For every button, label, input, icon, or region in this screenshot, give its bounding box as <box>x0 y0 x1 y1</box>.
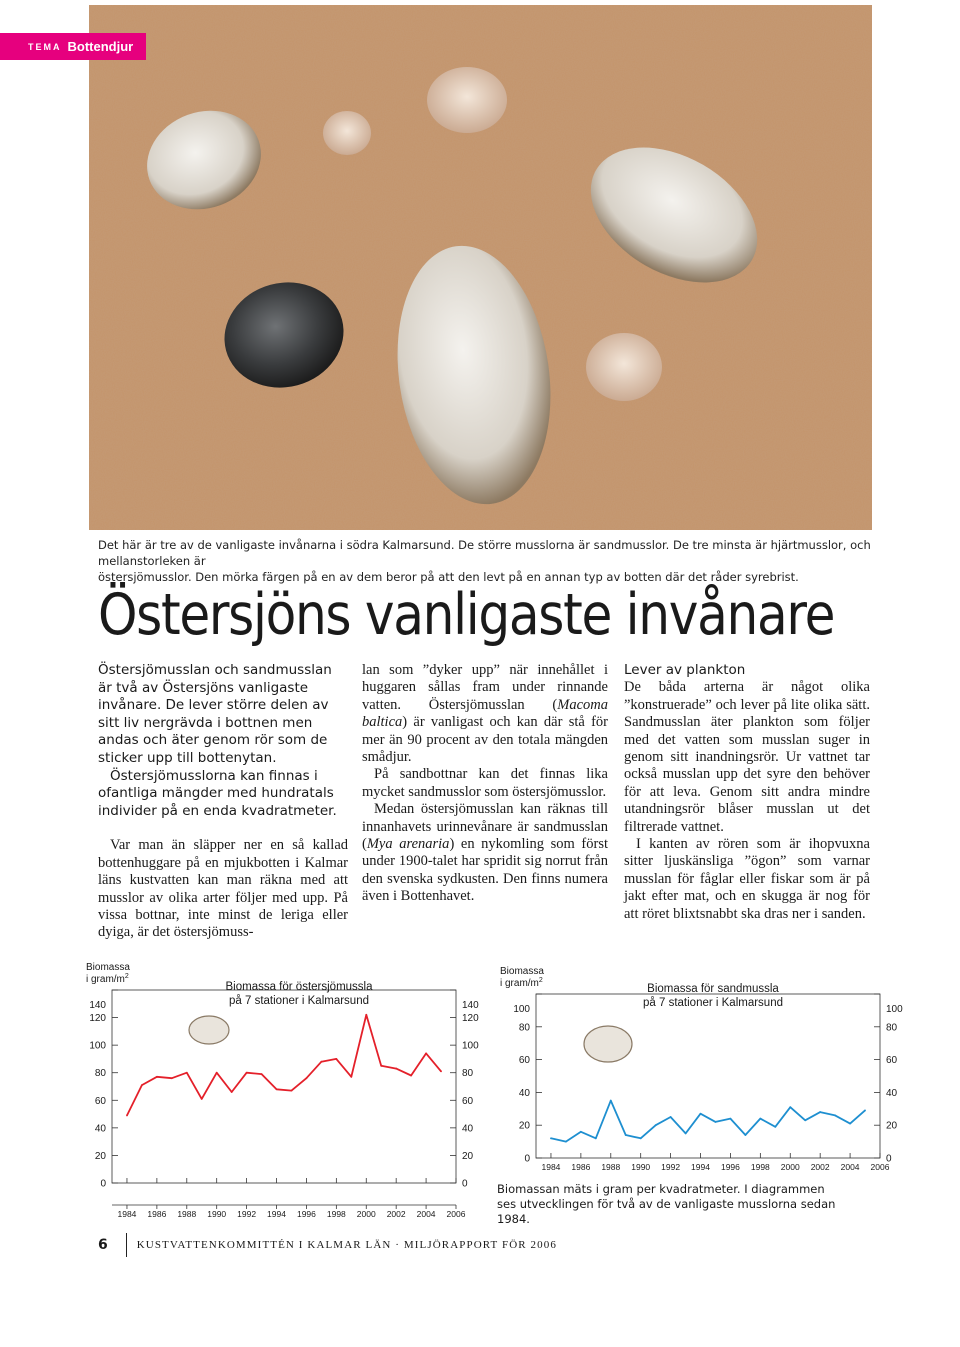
x-tick-label: 1992 <box>661 1162 681 1172</box>
text-run: ) är vanligast och kan där stå för mer än 90 procent av den totala mängden smådjur. <box>362 714 608 766</box>
headline: Östersjöns vanligaste invånare <box>98 582 835 648</box>
data-point <box>440 1070 442 1072</box>
shell-illustration <box>584 1026 632 1062</box>
data-point <box>231 1091 233 1093</box>
data-point <box>715 1121 717 1123</box>
text-run: lan som ”dyker upp” när innehållet i huggaren sållas fram under rinnande vatten. Östersjömusslan ( <box>362 662 608 713</box>
data-point <box>625 1134 627 1136</box>
data-point <box>395 1068 397 1070</box>
x-tick-label: 1994 <box>267 1209 286 1219</box>
data-point <box>700 1113 702 1115</box>
footer-text: KUSTVATTENKOMMITTÉN I KALMAR LÄN · MILJÖRAPPORT FÖR 2006 <box>136 1239 557 1251</box>
chart-svg <box>84 958 484 1228</box>
y-tick-label-right: 120 <box>462 1013 479 1025</box>
chart-title: Biomassa för sandmussla <box>647 983 779 995</box>
data-point <box>410 1075 412 1077</box>
data-point <box>216 1072 218 1074</box>
y-tick-label-right: 80 <box>462 1068 474 1080</box>
chart-svg <box>498 962 913 1177</box>
section-tag <box>0 33 146 60</box>
series-line <box>127 1015 441 1116</box>
data-point <box>141 1084 143 1086</box>
y-tick-label-right: 40 <box>886 1087 898 1099</box>
data-point <box>246 1072 248 1074</box>
data-point <box>804 1119 806 1121</box>
body-paragraph: Var man än släpper ner en så kallad bottenhuggare på en mjukbotten i Kalmar läns kustvatten kan man räkna med att musslor av olika arter följer med upp. På vissa bottnar, inte minst de leriga eller dyiga, är det östersjömuss- <box>98 837 348 941</box>
cockle-shell <box>323 111 371 155</box>
data-point <box>834 1114 836 1116</box>
x-tick-label: 2006 <box>446 1209 466 1219</box>
data-point <box>126 1115 128 1117</box>
species-name: Mya arenaria <box>366 836 450 853</box>
y-axis-label: Biomassa <box>86 962 130 973</box>
x-tick-label: 1988 <box>601 1162 621 1172</box>
body-paragraph: I kanten av rören som är ihopvuxna sitter ljuskänsliga ”ögon” som varnar musslan för fåglar eller fiskar som är på jakt efter mat, och en skugga är nog för att röret blixtsnabbt ska dras ner i sanden. <box>624 836 870 922</box>
series-line <box>551 1101 865 1142</box>
data-point <box>276 1088 278 1090</box>
cockle-shell <box>586 333 662 401</box>
y-tick-label: 20 <box>94 1150 106 1162</box>
data-point <box>335 1058 337 1060</box>
x-tick-label: 1996 <box>720 1162 740 1172</box>
x-tick-label: 1988 <box>177 1209 197 1219</box>
text-run: ) en nykomling som först under 1900-talet har spridit sig norrut från den svenska sydkusten. Den finns numera även i Bottenhavet. <box>362 836 608 905</box>
unit-superscript: 2 <box>538 977 543 984</box>
y-tick-label: 0 <box>524 1153 530 1165</box>
y-tick-label-right: 100 <box>462 1040 479 1052</box>
y-tick-label: 20 <box>518 1120 530 1132</box>
data-point <box>380 1065 382 1067</box>
y-tick-label-right: 40 <box>462 1123 474 1135</box>
chart-footnote: Biomassan mäts i gram per kvadratmeter. I diagrammen ses utvecklingen för två av de vanligaste musslorna sedan 1984. <box>497 1182 836 1226</box>
y-tick-label-right: 20 <box>886 1120 898 1132</box>
data-point <box>365 1014 367 1016</box>
chart-sandmussla <box>498 962 913 1177</box>
x-tick-label: 1986 <box>571 1162 591 1172</box>
page-footer <box>98 1233 557 1257</box>
x-tick-label: 1998 <box>750 1162 770 1172</box>
y-tick-label: 40 <box>518 1087 530 1099</box>
y-tick-label: 80 <box>518 1022 530 1034</box>
y-tick-label-right: 20 <box>462 1150 474 1162</box>
data-point <box>744 1134 746 1136</box>
cockle-shell <box>427 67 507 133</box>
data-point <box>730 1118 732 1120</box>
data-point <box>610 1100 612 1102</box>
x-tick-label: 1992 <box>237 1209 257 1219</box>
unit-superscript: 2 <box>124 973 129 980</box>
lead-paragraph: Östersjömusslorna kan finnas i ofantliga mängder med hundratals individer på en enda kvadratmeter. <box>98 767 337 819</box>
y-tick-label-right: 0 <box>462 1178 468 1190</box>
chart-title: Biomassa för östersjömussla <box>225 981 373 993</box>
data-point <box>685 1133 687 1135</box>
y-axis-label: Biomassa <box>500 966 544 977</box>
y-tick-label: 100 <box>513 1004 530 1015</box>
data-point <box>580 1131 582 1133</box>
y-tick-label: 140 <box>89 1000 106 1011</box>
photo-illustration <box>89 5 872 530</box>
x-tick-label: 2002 <box>386 1209 406 1219</box>
column-3 <box>624 662 870 923</box>
y-tick-label: 0 <box>100 1178 106 1190</box>
chart-title: på 7 stationer i Kalmarsund <box>229 995 369 1007</box>
x-tick-label: 1998 <box>326 1209 346 1219</box>
y-tick-label: 100 <box>89 1040 106 1052</box>
x-tick-label: 1994 <box>691 1162 710 1172</box>
x-tick-label: 2006 <box>870 1162 890 1172</box>
y-tick-label: 80 <box>94 1068 106 1080</box>
y-axis-label: i gram/$m^2$ <box>86 973 129 985</box>
data-point <box>171 1077 173 1079</box>
y-tick-label-right: 0 <box>886 1153 892 1165</box>
chart-frame <box>112 990 456 1183</box>
x-tick-label: 2002 <box>810 1162 830 1172</box>
data-point <box>640 1137 642 1139</box>
page-number: 6 <box>98 1237 108 1253</box>
x-tick-label: 1986 <box>147 1209 167 1219</box>
x-tick-label: 1984 <box>117 1209 137 1219</box>
shell-illustration <box>189 1016 229 1044</box>
y-tick-label: 60 <box>518 1055 530 1067</box>
y-tick-label: 40 <box>94 1123 106 1135</box>
data-point <box>156 1076 158 1078</box>
data-point <box>789 1106 791 1108</box>
tag-prefix: TEMA <box>28 41 62 52</box>
subheading: Lever av plankton <box>624 662 746 678</box>
lead-paragraph: Östersjömusslan och sandmusslan är två av Östersjöns vanligaste invånare. De lever större delen av sitt liv nergrävda i bottnen men andas och äter genom rör som de sticker upp till bottenytan. <box>98 662 332 766</box>
data-point <box>774 1126 776 1128</box>
y-tick-label: 60 <box>94 1095 106 1107</box>
data-point <box>565 1141 567 1143</box>
species-name: Macoma baltica <box>362 696 608 731</box>
data-point <box>849 1123 851 1125</box>
x-tick-label: 1996 <box>296 1209 316 1219</box>
chart-ostersjomussla <box>84 958 484 1228</box>
x-tick-label: 1990 <box>631 1162 651 1172</box>
x-tick-label: 2004 <box>840 1162 860 1172</box>
column-1 <box>98 662 348 942</box>
y-tick-label-right: 100 <box>886 1004 903 1015</box>
x-tick-label: 1984 <box>541 1162 561 1172</box>
body-paragraph: De båda arterna är något olika ”konstruerade” och lever på lite olika sätt. Sandmusslan äter plankton som följer med det vatten som musslan suger in genom sitt inandningsrör. Ur vattnet tar också musslan upp det syre den behöver för att leva. Genom sitt andra mindre utandningsrör blåser musslan ut det filtrerade vattnet. <box>624 679 870 835</box>
caption-line: Det här är tre av de vanligaste invånarna i södra Kalmarsund. De större musslorna är sandmusslor. De tre minsta är hjärtmusslor, och mellanstorleken är <box>98 538 871 568</box>
body-paragraph <box>362 662 608 766</box>
photo-caption <box>98 537 878 585</box>
data-point <box>425 1053 427 1055</box>
data-point <box>864 1110 866 1112</box>
body-paragraph: På sandbottnar kan det finnas lika mycket sandmusslor som östersjömusslor. <box>362 766 608 800</box>
column-2 <box>362 662 608 906</box>
y-tick-label-right: 60 <box>462 1095 474 1107</box>
data-point <box>291 1090 293 1092</box>
x-tick-label: 2004 <box>416 1209 436 1219</box>
data-point <box>819 1111 821 1113</box>
data-point <box>550 1137 552 1139</box>
data-point <box>350 1076 352 1078</box>
chart-frame <box>536 994 880 1158</box>
y-tick-label-right: 80 <box>886 1022 898 1034</box>
text-run: Medan östersjömusslan kan räknas till innanhavets urinnevånare är sandmusslan ( <box>362 801 608 853</box>
tag-label: Bottendjur <box>67 39 134 54</box>
data-point <box>320 1061 322 1063</box>
caption-line: östersjömusslor. Den mörka färgen på en av dem beror på att den levt på en annan typ av botten där det råder syrebrist. <box>98 570 799 584</box>
footer-divider <box>126 1233 127 1257</box>
shells-photo <box>89 5 872 530</box>
body-paragraph <box>362 801 608 905</box>
x-tick-label: 2000 <box>356 1209 376 1219</box>
y-tick-label-right: 60 <box>886 1055 898 1067</box>
y-tick-label-right: 140 <box>462 1000 479 1011</box>
data-point <box>306 1077 308 1079</box>
y-tick-label: 120 <box>89 1013 106 1025</box>
data-point <box>186 1072 188 1074</box>
x-tick-label: 1990 <box>207 1209 227 1219</box>
data-point <box>655 1124 657 1126</box>
data-point <box>261 1073 263 1075</box>
chart-title: på 7 stationer i Kalmarsund <box>643 997 783 1009</box>
y-axis-label: i gram/$m^2$ <box>500 977 543 989</box>
data-point <box>201 1098 203 1100</box>
x-tick-label: 2000 <box>780 1162 800 1172</box>
data-point <box>759 1118 761 1120</box>
data-point <box>595 1137 597 1139</box>
data-point <box>670 1116 672 1118</box>
